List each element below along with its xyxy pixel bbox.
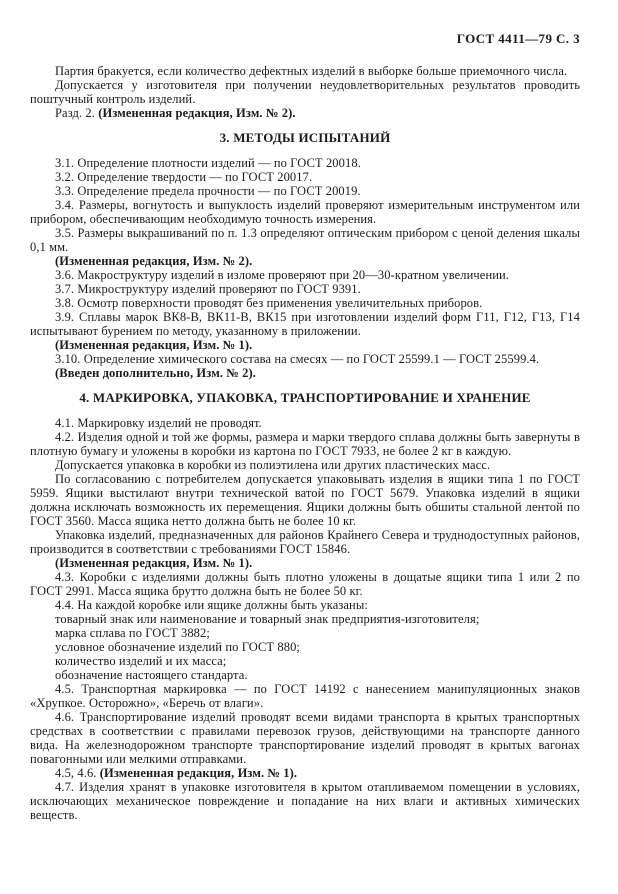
amendment-note: (Измененная редакция, Изм. № 1). [55,338,253,352]
paragraph: 4.6. Транспортирование изделий проводят всеми видами транспорта в крытых транспортных средствах в соответствии с правилами перевозок грузов, действующими на транспорте данного вида. На железнодорожном транспорте транспортирование изделий проводят в крытых вагонах повагонными или мелкими отправками. [30,710,580,766]
paragraph: 3.2. Определение твердости — по ГОСТ 20017. [55,170,313,184]
paragraph: 3.10. Определение химического состава на смесях — по ГОСТ 25599.1 — ГОСТ 25599.4. [55,352,540,366]
paragraph: 4.5. Транспортная маркировка — по ГОСТ 14192 с нанесением манипуляционных знаков «Хрупкое. Осторожно», «Беречь от влаги». [30,682,580,710]
paragraph [30,338,580,352]
paragraph: 3.6. Макроструктуру изделий в изломе проверяют при 20—30-кратном увеличении. [55,268,510,282]
paragraph: 4.7. Изделия хранят в упаковке изготовителя в крытом отапливаемом помещении в условиях, исключающих механическое повреждение и попадание на них влаги и активных химических веществ. [30,780,580,822]
paragraph: Разд. 2. (Измененная редакция, Изм. № 2). [55,106,296,120]
paragraph: условное обозначение изделий по ГОСТ 880; [55,640,301,654]
amendment-note: (Введен дополнительно, Изм. № 2). [55,366,256,380]
paragraph [30,254,580,268]
paragraph [30,556,580,570]
paragraph: 3.1. Определение плотности изделий — по ГОСТ 20018. [55,156,361,170]
paragraph: 3.8. Осмотр поверхности проводят без применения увеличительных приборов. [55,296,483,310]
section-heading: 4. МАРКИРОВКА, УПАКОВКА, ТРАНСПОРТИРОВАНИЕ И ХРАНЕНИЕ [79,390,531,405]
paragraph: 4.5, 4.6. (Измененная редакция, Изм. № 1). [55,766,298,780]
amendment-note: (Измененная редакция, Изм. № 2). [98,106,296,120]
paragraph: марка сплава по ГОСТ 3882; [55,626,210,640]
amendment-note: (Измененная редакция, Изм. № 2). [55,254,253,268]
paragraph: Допускается у изготовителя при получении неудовлетворительных результатов проводить поштучный контроль изделий. [30,78,580,106]
paragraph: 4.3. Коробки с изделиями должны быть плотно уложены в дощатые ящики типа 1 или 2 по ГОСТ 2991. Масса ящика брутто должна быть не более 50 кг. [30,570,580,598]
document-content [30,32,580,822]
paragraph: обозначение настоящего стандарта. [55,668,248,682]
paragraph: количество изделий и их масса; [55,654,227,668]
amendment-note: (Измененная редакция, Изм. № 1). [55,556,253,570]
paragraph: 3.3. Определение предела прочности — по ГОСТ 20019. [55,184,361,198]
paragraph: Партия бракуется, если количество дефектных изделий в выборке больше приемочного числа. [55,64,568,78]
paragraph: 3.7. Микроструктуру изделий проверяют по ГОСТ 9391. [55,282,361,296]
paragraph: товарный знак или наименование и товарный знак предприятия-изготовителя; [55,612,480,626]
paragraph: Упаковка изделий, предназначенных для районов Крайнего Севера и труднодоступных районов, производится в соответствии с требованиями ГОСТ 15846. [30,528,580,556]
page-header-gost-number: ГОСТ 4411—79 С. 3 [456,31,580,46]
paragraph: 3.5. Размеры выкрашиваний по п. 1.3 определяют оптическим прибором с ценой деления шкалы 0,1 мм. [30,226,580,254]
amendment-note: (Измененная редакция, Изм. № 1). [99,766,298,780]
paragraph: 3.9. Сплавы марок ВК8-В, ВК11-В, ВК15 при изготовлении изделий форм Г11, Г12, Г13, Г14 испытывают бурением по методу, указанному в приложении. [30,310,580,338]
paragraph [30,366,580,380]
paragraph: 4.1. Маркировку изделий не проводят. [55,416,262,430]
section-heading: 3. МЕТОДЫ ИСПЫТАНИЙ [219,130,391,145]
document-body [30,64,580,822]
paragraph: 4.4. На каждой коробке или ящике должны быть указаны: [55,598,368,612]
paragraph: 3.4. Размеры, вогнутость и выпуклость изделий проверяют измерительным инструментом или прибором, обеспечивающим необходимую точность измерения. [30,198,580,226]
paragraph: 4.2. Изделия одной и той же формы, размера и марки твердого сплава должны быть завернуты в плотную бумагу и уложены в коробки из картона по ГОСТ 7933, не более 2 кг в каждую. [30,430,580,458]
paragraph: По согласованию с потребителем допускается упаковывать изделия в ящики типа 1 по ГОСТ 5959. Ящики выстилают внутри технической ватой по ГОСТ 5679. Упаковка изделий в ящики должна исключать возможность их перемещения. Ящики должны быть обшиты стальной лентой по ГОСТ 3560. Масса ящика нетто должна быть не более 10 кг. [30,472,580,528]
paragraph: Допускается упаковка в коробки из полиэтилена или других пластических масс. [55,458,491,472]
